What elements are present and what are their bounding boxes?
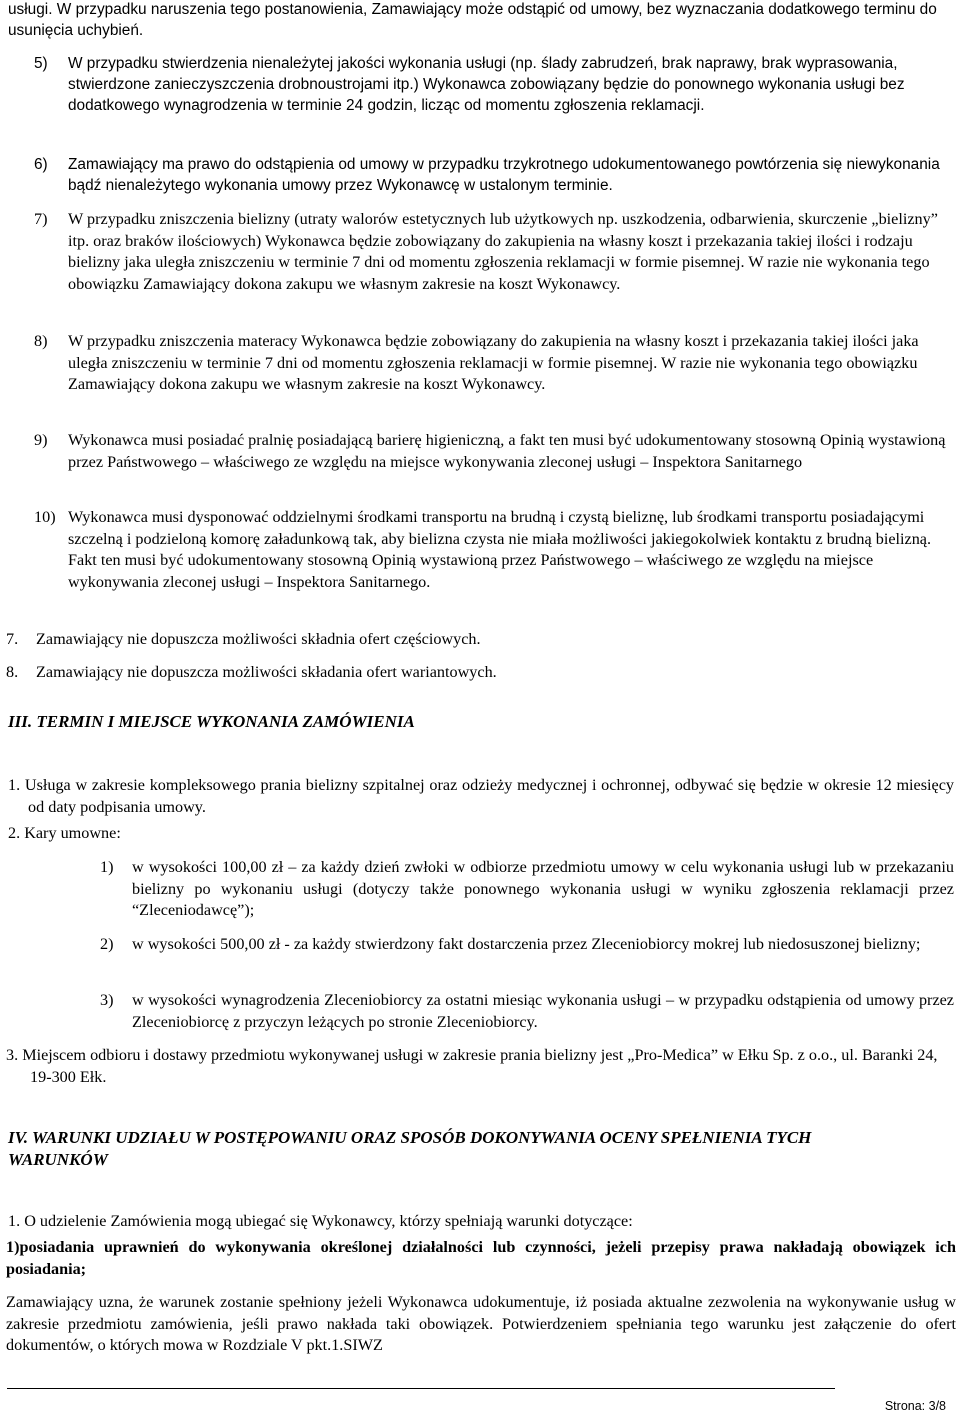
list-item: W przypadku stwierdzenia nienależytej jakości wykonania usługi (np. ślady zabrudzeń, brak naprawy, brak wyprasowania, stwierdzone zanieczyszczenia drobnoustrojami itp.) Wykonawca zobowiązany będzie do ponownego wykonania usługi bez dodatkowego wynagrodzenia w terminie 24 godzin, licząc od momentu zgłoszenia reklamacji. — [68, 55, 905, 114]
penalty-item: w wysokości 500,00 zł - za każdy stwierdzony fakt dostarczenia przez Zleceniobiorcy mokrej lub niedosuszonej bielizny; — [132, 935, 921, 953]
item-number: 5) — [34, 55, 48, 72]
item-number: 10) — [34, 508, 56, 526]
section-heading: IV. WARUNKI UDZIAŁU W POSTĘPOWANIU ORAZ SPOSÓB DOKONYWANIA OCENY SPEŁNIENIA TYCH WARUNKÓW — [8, 1128, 812, 1169]
section4-paragraph-1: 1. O udzielenie Zamówienia mogą ubiegać się Wykonawcy, którzy spełniają warunki dotyczące: — [8, 1212, 633, 1230]
penalty-item: w wysokości wynagrodzenia Zleceniobiorcy za ostatni miesiąc wykonania usługi – w przypadku odstąpienia od umowy przez Zleceniobiorcę z przyczyn leżących po stronie Zleceniobiorcy. — [132, 991, 954, 1031]
section4-bold-condition: 1)posiadania uprawnień do wykonywania określonej działalności lub czynności, jeżeli przepisy prawa nakładają obowiązek ich posiadania; — [6, 1238, 956, 1278]
penalty-number: 1) — [100, 858, 114, 876]
section-heading: III. TERMIN I MIEJSCE WYKONANIA ZAMÓWIENIA — [8, 712, 415, 731]
item-number: 6) — [34, 156, 48, 173]
list-item: Zamawiający ma prawo do odstąpienia od umowy w przypadku trzykrotnego udokumentowanego powtórzenia się niewykonania bądź nienależytego wykonania umowy przez Wykonawcę w ustalonym terminie. — [68, 156, 940, 194]
page-number: Strona: 3/8 — [884, 1399, 946, 1413]
item-number: 8) — [34, 332, 48, 350]
point-text: Zamawiający nie dopuszcza możliwości składania ofert wariantowych. — [36, 663, 497, 681]
penalty-number: 2) — [100, 935, 114, 953]
section3-paragraph-2: 2. Kary umowne: — [8, 824, 121, 842]
point-number: 8. — [6, 663, 19, 681]
item-number: 7) — [34, 210, 48, 228]
section3-paragraph-1-text: 1. Usługa w zakresie kompleksowego prania bielizny szpitalnej oraz odzieży medycznej i ochronnej, odbywać się będzie w okresie 12 miesięcy od daty podpisania umowy. — [8, 776, 954, 816]
penalty-item: w wysokości 100,00 zł – za każdy dzień zwłoki w odbiorze przedmiotu umowy w celu wykonania usługi lub w przekazaniu bielizny po wykonaniu usługi (dotyczy także ponownego wykonania usługi w wyniku zgłoszenia reklamacji przez “Zleceniodawcę”); — [132, 858, 954, 919]
footer-rule — [7, 1388, 835, 1389]
list-item: W przypadku zniszczenia materacy Wykonawca będzie zobowiązany do zakupienia na własny koszt i przekazania takiej ilości jaka uległa zniszczeniu w terminie 7 dni od momentu zgłoszenia reklamacji w formie pisemnej. W razie nie wykonania tego obowiązku Zamawiający dokona zakupu we własnym zakresie na koszt Wykonawcy. — [68, 332, 919, 393]
list-item: Wykonawca musi posiadać pralnię posiadającą barierę higieniczną, a fakt ten musi być udokumentowany stosowną Opinią wystawioną przez Państwowego – właściwego ze względu na miejsce wykonywania zleconej usługi – Inspektora Sanitarnego — [68, 431, 946, 471]
section3-paragraph-3 — [6, 1045, 954, 1088]
list-item: W przypadku zniszczenia bielizny (utraty walorów estetycznych lub użytkowych np. uszkodzenia, odbarwienia, skurczenie „bielizny” itp. oraz braków ilościowych) Wykonawca będzie zobowiązany do zakupienia na własny koszt i przekazania takiej ilości i rodzaju bielizny jaka uległa zniszczeniu w terminie 7 dni od momentu zgłoszenia reklamacji w formie pisemnej. W razie nie wykonania tego obowiązku Zamawiający dokona zakupu we własnym zakresie na koszt Wykonawcy. — [68, 210, 938, 293]
list-item: Wykonawca musi dysponować oddzielnymi środkami transportu na brudną i czystą bieliznę, lub środkami transportu posiadającymi szczelną i podzieloną komorę załadunkową tak, aby bielizna czysta nie miała możliwości jakiegokolwiek kontaktu z brudną bielizną. Fakt ten musi być udokumentowany stosowną Opinią wystawioną przez Państwowego – właściwego ze względu na miejsce wykonywania zleconej usługi – Inspektora Sanitarnego. — [68, 508, 932, 591]
section4-paragraph-2: Zamawiający uzna, że warunek zostanie spełniony jeżeli Wykonawca udokumentuje, iż posiada aktualne zezwolenia na wykonywanie usług w zakresie przedmiotu zamówienia, jeśli prawo nakłada taki obowiązek. Potwierdzeniem spełniania tego warunku jest załączenie do ofert dokumentów, o których mowa w Rozdziale V pkt.1.SIWZ — [6, 1293, 956, 1354]
intro-paragraph: usługi. W przypadku naruszenia tego postanowienia, Zamawiający może odstąpić od umowy, bez wyznaczania dodatkowego terminu do usunięcia uchybień. — [8, 1, 937, 39]
section3-paragraph-1 — [8, 775, 954, 818]
point-number: 7. — [6, 630, 19, 648]
item-number: 9) — [34, 431, 48, 449]
section3-paragraph-3-text: 3. Miejscem odbioru i dostawy przedmiotu wykonywanej usługi w zakresie prania bielizny jest „Pro-Medica” w Ełku Sp. z o.o., ul. Baranki 24, 19-300 Ełk. — [6, 1046, 938, 1086]
penalty-number: 3) — [100, 991, 114, 1009]
point-text: Zamawiający nie dopuszcza możliwości składnia ofert częściowych. — [36, 630, 481, 648]
